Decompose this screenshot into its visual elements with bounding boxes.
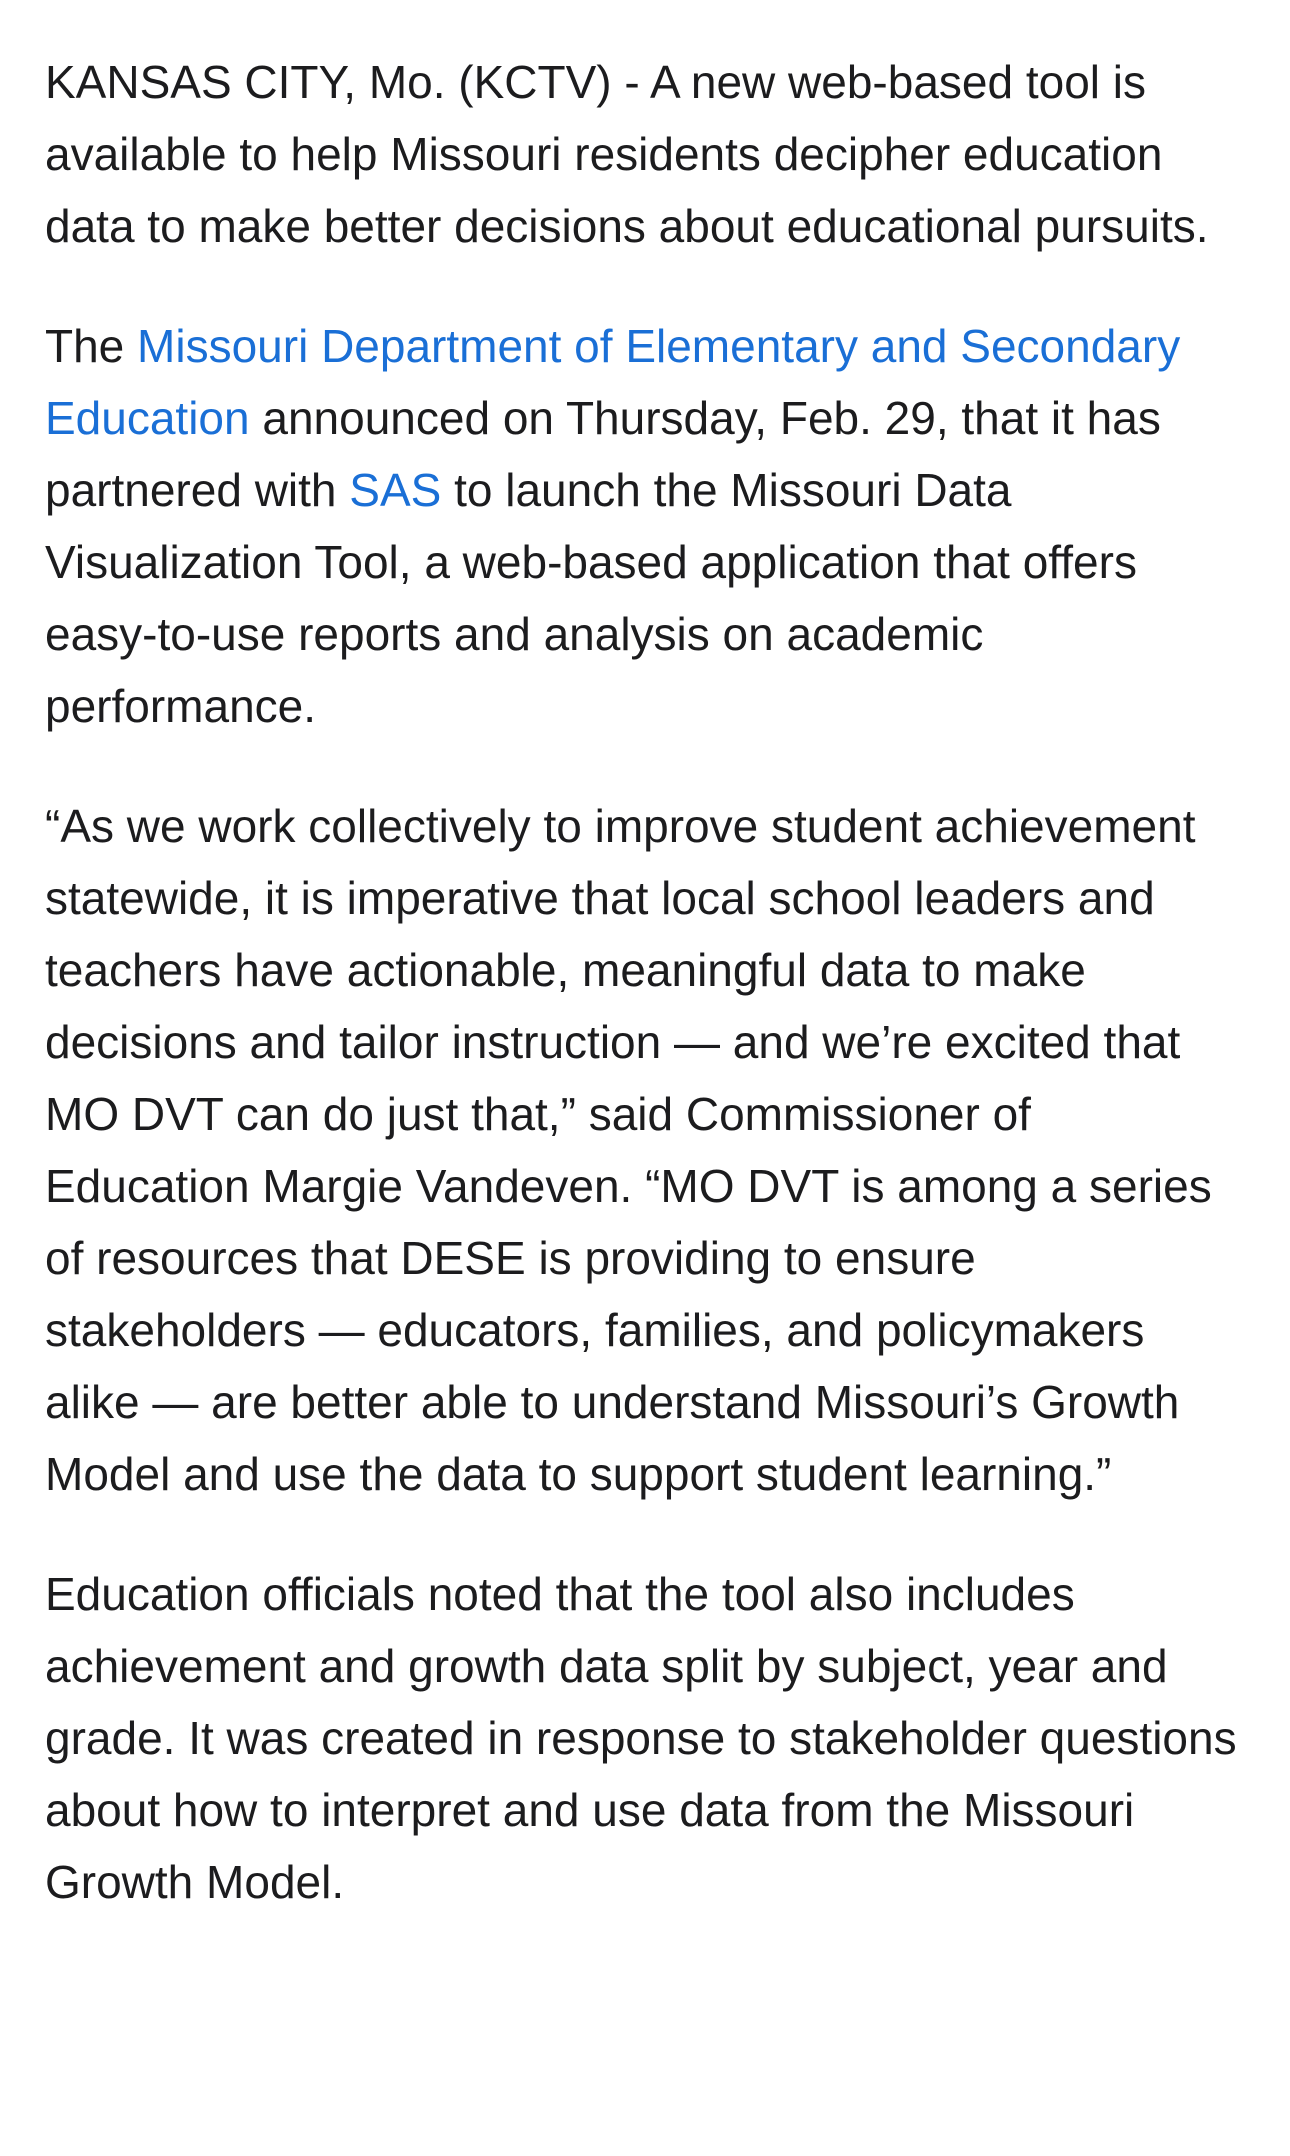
paragraph-details: Education officials noted that the tool also includes achievement and growth data split by subject, year and grade. It was created in response to stakeholder questions about how to interpret and use data from the Missouri Growth Model.: [45, 1568, 1237, 1908]
paragraph-quote: “As we work collectively to improve student achievement statewide, it is imperative that local school leaders and teachers have actionable, meaningful data to make decisions and tailor instruction — and we’re excited that MO DVT can do just that,” said Commissioner of Education Margie Vandeven. “MO DVT is among a series of resources that DESE is providing to ensure stakeholders — educators, families, and policymakers alike — are better able to understand Missouri’s Growth Model and use the data to support student learning.”: [45, 800, 1212, 1500]
paragraph-text: The: [45, 320, 138, 372]
dese-link[interactable]: Missouri Department of Elementary and Secondary Education: [45, 320, 1181, 444]
paragraph-text: announced on Thursday, Feb. 29, that it has partnered with: [45, 392, 1161, 516]
paragraph-announcement: [45, 310, 1245, 742]
paragraph-intro: KANSAS CITY, Mo. (KCTV) - A new web-based tool is available to help Missouri residents decipher education data to make better decisions about educational pursuits.: [45, 56, 1209, 252]
paragraph-text: to launch the Missouri Data Visualization Tool, a web-based application that offers easy-to-use reports and analysis on academic performance.: [45, 464, 1137, 732]
article-body: [0, 46, 1290, 1918]
sas-link[interactable]: SAS: [349, 464, 442, 516]
